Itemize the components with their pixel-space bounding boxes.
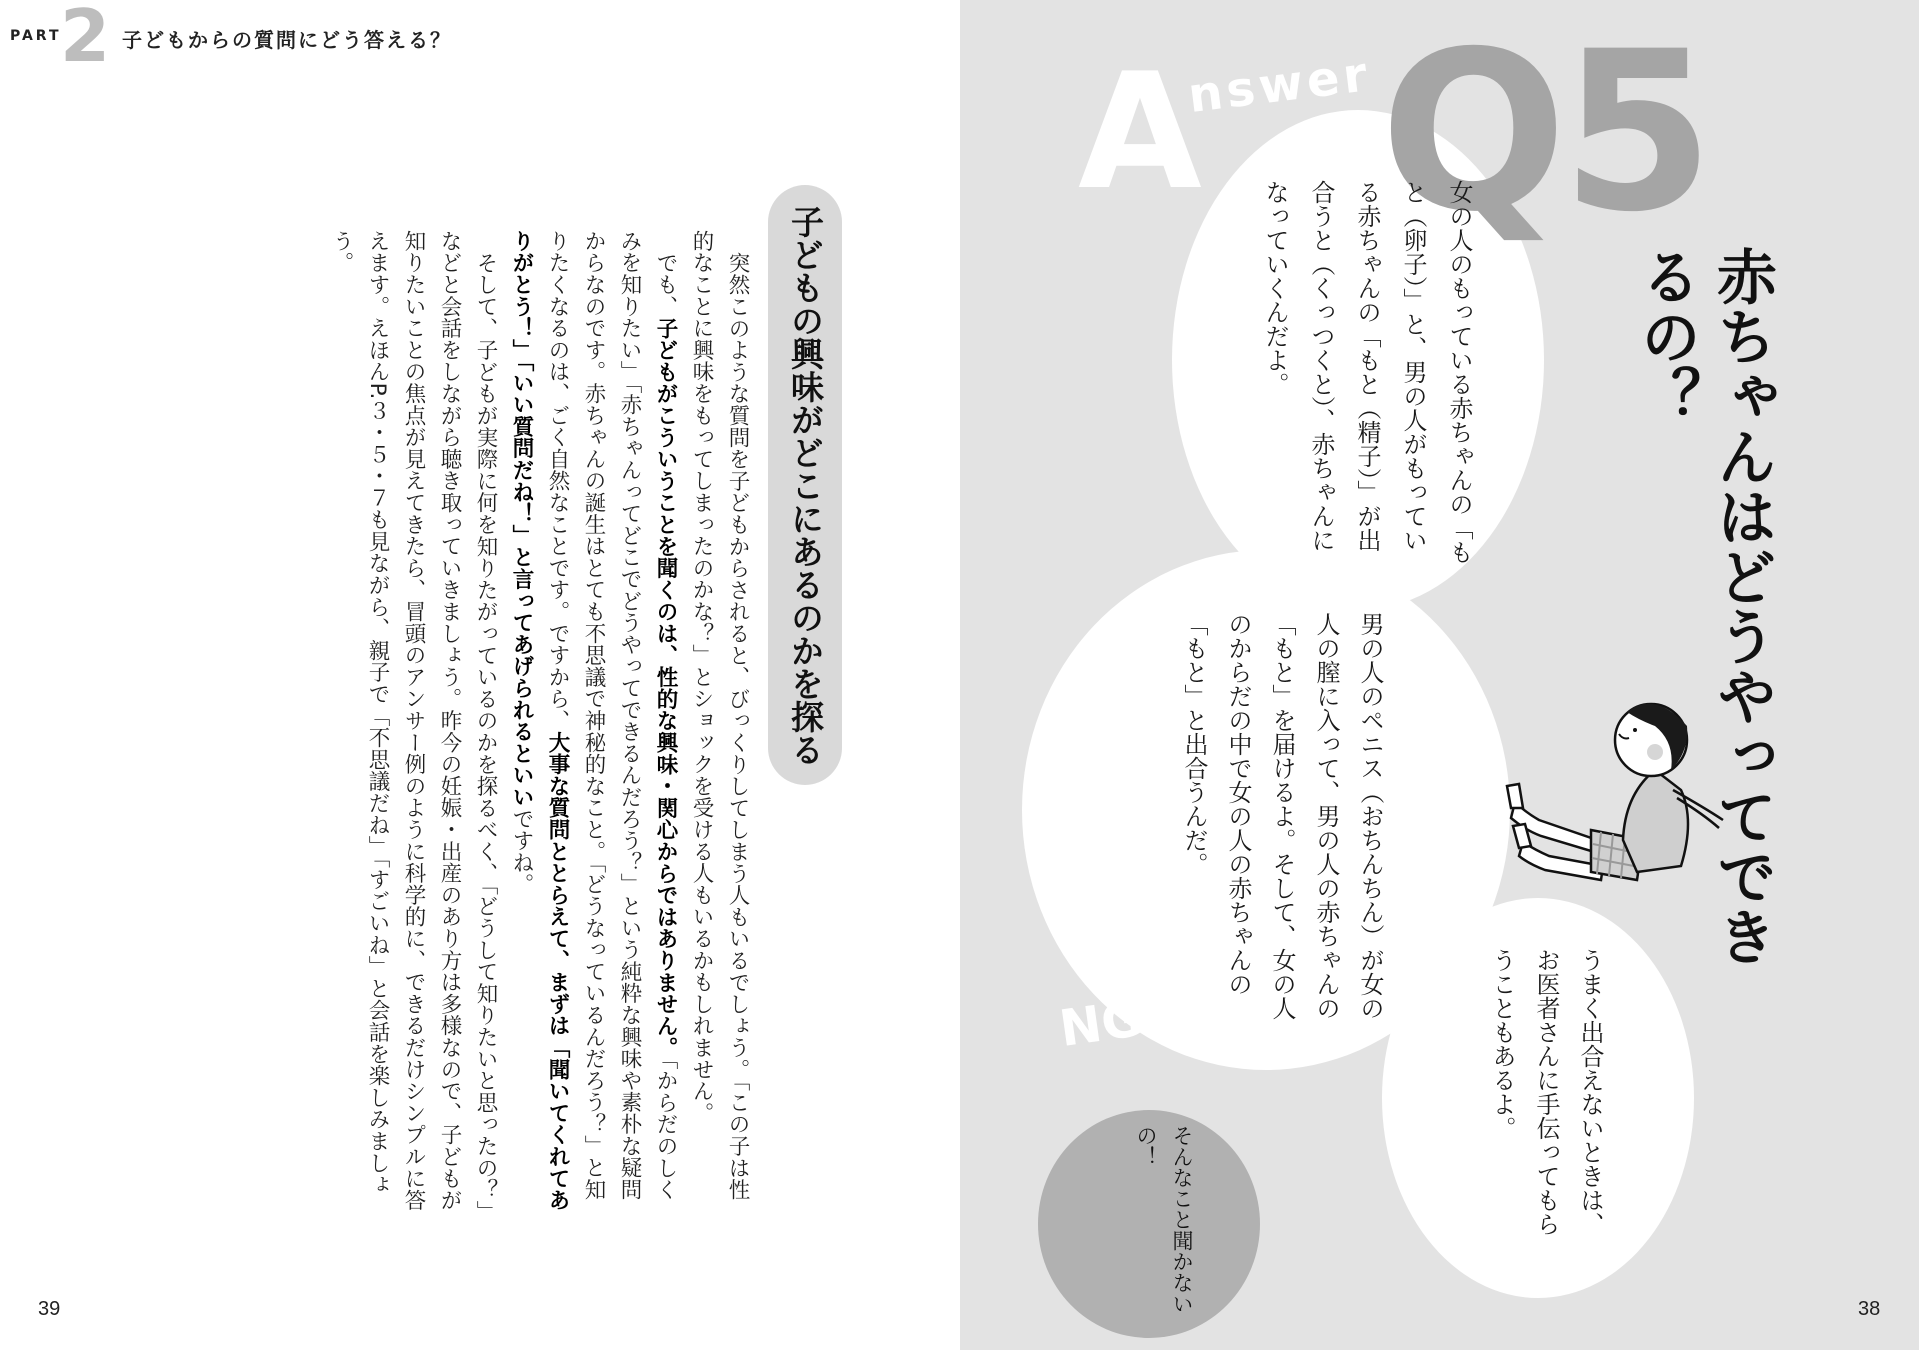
body-run: そして、子どもが実際に何を知りたがっているのかを探るべく、「どうして知りたいと思ったの？」などと会話をしながら聴き取っていきましょう。昨今の妊娠・出産のあり方は多様なので、子どもが知りたいことの焦点が見えてきたら、冒頭のアンサー例のように科学的に、できるだけシンプルに答えます。えほんP.３・５・７も見ながら、親子で「不思議だね」「すごいね」と会話を楽しみましょう。: [329, 230, 498, 1211]
body-run: 「からだのしくみを知りたい」「赤ちゃんってどこでどうやってできるんだろう？」という純粋な興味や素朴な疑問からなのです。赤ちゃんの誕生はとても不思議で神秘的なこと。「どうなっているんだろう？」と知りたくなるのは、ごく自然なことです。ですから、: [545, 230, 678, 1201]
ng-word-text: そんなこと聞かないの！: [1134, 1125, 1194, 1314]
body-paragraph: [683, 230, 755, 1215]
part-title: 子どもからの質問にどう答える？: [122, 28, 452, 52]
body-text: [115, 230, 755, 1215]
answer-text-3: うまく出合えないときは、お医者さんに手伝ってもらうこともあるよ。: [1488, 948, 1604, 1236]
part-label: PART: [10, 28, 62, 44]
part-number: 2: [60, 0, 111, 78]
body-paragraph: [323, 230, 503, 1215]
question-number: Q5: [1380, 4, 1709, 260]
body-run: でも、: [653, 251, 678, 317]
body-run: ですね。: [509, 807, 534, 896]
question-title: 赤ちゃんはどうやってできるの？: [1631, 246, 1777, 966]
ng-label-sub: word: [1141, 1002, 1221, 1041]
page-number-right: 38: [1858, 1298, 1881, 1320]
body-emphasis: 子どもがこういうことを聞くのは、性的な興味・関心からではありません。: [653, 316, 678, 1059]
answer-letter: A: [1078, 38, 1202, 225]
running-head: [10, 0, 610, 78]
body-emphasis: 大事な質問ととらえて、まずは「聞いてくれてありがとう！」「いい質問だね！」と言ってあげられるといい: [509, 230, 570, 1212]
child-lying-icon: [1505, 690, 1725, 890]
section-heading: 子どもの興味がどこにあるのかを探る: [786, 205, 825, 766]
page-number-left: 39: [38, 1298, 61, 1320]
answer-text-2: 男の人のペニス（おちんちん）が女の人の膣に入って、男の人の赤ちゃんの「もと」を届けるよ。そして、女の人のからだの中で女の人の赤ちゃんの「もと」と出合うんだ。: [1180, 612, 1384, 1020]
ng-label-main: NG: [1055, 989, 1147, 1058]
body-run: 突然このような質問を子どもからされると、びっくりしてしまう人もいるでしょう。「この子は性的なことに興味をもってしまったのかな？」とショックを受ける人もいるかもしれません。: [689, 230, 750, 1200]
body-paragraph: [503, 230, 683, 1215]
answer-text-1: 女の人のもっている赤ちゃんの「もと（卵子）」と、男の人がもっている赤ちゃんの「もと（精子）」が出合うと（くっつくと）、赤ちゃんになっていくんだよ。: [1261, 180, 1473, 564]
right-page: [960, 0, 1919, 1350]
answer-word: nswer: [1185, 46, 1374, 124]
